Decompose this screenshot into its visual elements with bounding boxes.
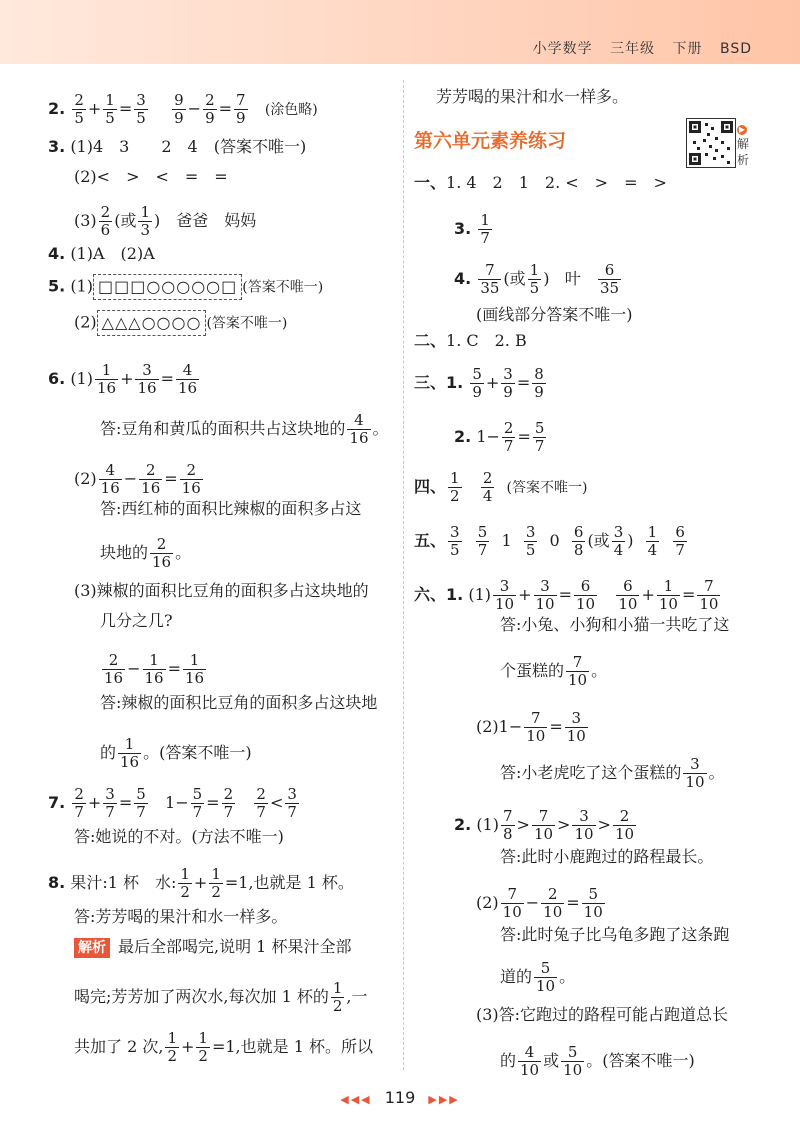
header-text: [521, 38, 752, 58]
left-q7-ans: 答:她说的不对。(方法不唯一): [74, 827, 284, 846]
fraction: $\frac{2}{7}$: [503, 419, 514, 455]
fraction: $\frac{1}{2}$: [332, 979, 343, 1015]
fraction: $\frac{1}{5}$: [529, 261, 540, 297]
fraction: $\frac{2}{10}$: [614, 807, 635, 843]
fraction: $\frac{5}{10}$: [536, 959, 556, 995]
fraction: $\frac{7}{10}$: [502, 885, 522, 921]
fraction: $\frac{1}{7}$: [480, 211, 490, 247]
fraction: $\frac{3}{7}$: [287, 785, 297, 821]
fraction: $\frac{3}{7}$: [105, 785, 115, 821]
play-icon: ▶: [738, 125, 746, 134]
fraction: $\frac{2}{5}$: [74, 91, 84, 127]
left-q8-ans: 答:芳芳喝的果汁和水一样多。: [74, 907, 288, 926]
right-s6-ans4-line2: 道的 $\frac{5}{10}$ 。: [500, 959, 576, 995]
fraction: $\frac{4}{16}$: [349, 411, 369, 447]
fraction: $\frac{8}{9}$: [534, 365, 544, 401]
left-q6-p1: 6. (1) $\frac{1}{16}$ + $\frac{3}{16}$ = $\frac{4}{16}$: [48, 361, 198, 397]
fraction: $\frac{2}{16}$: [181, 461, 201, 497]
fraction: $\frac{2}{10}$: [543, 885, 563, 921]
unit-title: 第六单元素养练习: [414, 130, 567, 152]
fraction: $\frac{5}{7}$: [136, 785, 146, 821]
fraction: $\frac{1}{16}$: [96, 361, 117, 397]
left-q6-ans1: 答:豆角和黄瓜的面积共占这块地的 $\frac{4}{16}$ 。: [100, 411, 389, 447]
shape-row-1: □□□○○○○○□: [93, 274, 242, 300]
fraction: $\frac{1}{16}$: [185, 651, 205, 687]
fraction: $\frac{2}{16}$: [141, 461, 161, 497]
fraction: $\frac{7}{10}$: [699, 577, 719, 613]
fraction: $\frac{1}{2}$: [167, 1029, 177, 1065]
right-s6-ans1-line2: 个蛋糕的 $\frac{7}{10}$ 。: [500, 653, 608, 689]
analysis-label: 解析: [74, 938, 110, 958]
left-q6-ans3-line2: 的 $\frac{1}{16}$ 。(答案不唯一): [100, 735, 252, 771]
fraction: $\frac{3}{4}$: [613, 523, 624, 559]
page-footer: [0, 1088, 800, 1107]
left-q5-line1: 5. (1) □□□○○○○○□ (答案不唯一): [48, 274, 323, 300]
fraction: $\frac{6}{10}$: [576, 577, 596, 613]
right-s2: 二、1. C 2. B: [414, 331, 527, 350]
fraction: $\frac{2}{6}$: [100, 203, 111, 239]
fraction: $\frac{7}{9}$: [236, 91, 246, 127]
left-q6-ans3-line1: 答:辣椒的面积比豆角的面积多占这块地: [100, 693, 378, 712]
fraction: $\frac{5}{7}$: [192, 785, 203, 821]
fraction: $\frac{3}{5}$: [525, 523, 536, 559]
fraction: $\frac{1}{16}$: [144, 651, 164, 687]
analysis-line3: 共加了 2 次, $\frac{1}{2}$ + $\frac{1}{2}$ =1,也就是 1 杯。所以: [74, 1029, 373, 1065]
fraction: $\frac{2}{4}$: [482, 469, 493, 505]
right-s6-p3-ans: 的 $\frac{4}{10}$ 或 $\frac{5}{10}$ 。(答案不唯一): [500, 1043, 695, 1079]
fraction: $\frac{1}{3}$: [140, 203, 151, 239]
fraction: $\frac{7}{10}$: [568, 653, 588, 689]
analysis-line1: 解析 最后全部喝完,说明 1 杯果汁全部: [74, 936, 351, 958]
fraction: $\frac{1}{2}$: [198, 1029, 208, 1065]
right-carryover: 芳芳喝的果汁和水一样多。: [436, 87, 629, 106]
right-s6-ans4-line1: 答:此时兔子比乌龟多跑了这条跑: [500, 925, 730, 944]
left-q3-line1: 3. (1)4 3 2 4 (答案不唯一): [48, 137, 307, 156]
fraction: $\frac{3}{5}$: [450, 523, 460, 559]
fraction: $\frac{4}{10}$: [520, 1043, 540, 1079]
left-q6-p3-line2: 几分之几?: [100, 611, 173, 630]
right-s6-ans1-line1: 答:小兔、小狗和小猫一共吃了这: [500, 615, 730, 634]
fraction: $\frac{1}{2}$: [180, 865, 190, 901]
right-s4: 四、 $\frac{1}{2}$ $\frac{2}{4}$ (答案不唯一): [414, 469, 588, 505]
fraction: $\frac{6}{8}$: [573, 523, 584, 559]
header-grade: 三年级: [610, 41, 656, 57]
right-s6-q1-p2: (2)1− $\frac{7}{10}$ = $\frac{3}{10}$: [476, 709, 586, 745]
right-s6-q1-p1: 六、1. (1) $\frac{3}{10}$ + $\frac{3}{10}$ = $\frac{6}{10}$ $\frac{6}{10}$ + $\frac{1}{10}$ = $\frac{7}{10}$: [414, 577, 719, 613]
left-q8: 8. 果汁:1 杯 水: $\frac{1}{2}$ + $\frac{1}{2}$ =1,也就是 1 杯。: [48, 865, 354, 901]
fraction: $\frac{3}{10}$: [685, 755, 705, 791]
header-subject: 小学数学: [532, 41, 593, 57]
right-s6-q2-p1: 2. (1) $\frac{7}{8}$ > $\frac{7}{10}$ > $\frac{3}{10}$ > $\frac{2}{10}$: [454, 807, 635, 843]
fraction: $\frac{5}{7}$: [477, 523, 488, 559]
fraction: $\frac{7}{10}$: [533, 807, 554, 843]
right-s6-ans3: 答:此时小鹿跑过的路程最长。: [500, 847, 714, 866]
fraction: $\frac{3}{10}$: [495, 577, 515, 613]
right-s6-ans2: 答:小老虎吃了这个蛋糕的 $\frac{3}{10}$ 。: [500, 755, 725, 791]
right-s1-note: (画线部分答案不唯一): [476, 305, 633, 324]
fraction: $\frac{3}{16}$: [137, 361, 157, 397]
column-divider: [403, 80, 404, 1070]
right-s6-q2-p2: (2) $\frac{7}{10}$ − $\frac{2}{10}$ = $\frac{5}{10}$: [476, 885, 603, 921]
fraction: $\frac{5}{7}$: [534, 419, 545, 455]
left-q3-line2: (2)< > < = =: [74, 167, 228, 186]
fraction: $\frac{2}{7}$: [223, 785, 234, 821]
qr-label: ▶ 解 析: [737, 125, 750, 167]
fraction: $\frac{1}{2}$: [211, 865, 221, 901]
fraction: $\frac{4}{16}$: [177, 361, 198, 397]
fraction: $\frac{3}{9}$: [503, 365, 513, 401]
analysis-line2: 喝完;芳芳加了两次水,每次加 1 杯的 $\frac{1}{2}$ ,一: [74, 979, 368, 1015]
left-q3-line3: (3) $\frac{2}{6}$ (或 $\frac{1}{3}$ ) 爸爸 妈妈: [74, 203, 257, 239]
qr-pattern: [687, 119, 735, 167]
fraction: $\frac{6}{10}$: [618, 577, 638, 613]
fraction: $\frac{2}{7}$: [74, 785, 84, 821]
fraction: $\frac{5}{10}$: [583, 885, 603, 921]
fraction: $\frac{2}{9}$: [205, 91, 215, 127]
fraction: $\frac{9}{9}$: [174, 91, 184, 127]
fraction: $\frac{1}{16}$: [120, 735, 140, 771]
fraction: $\frac{3}{10}$: [535, 577, 555, 613]
fraction: $\frac{3}{5}$: [136, 91, 146, 127]
fraction: $\frac{2}{16}$: [104, 651, 124, 687]
page-number: 119: [384, 1088, 416, 1107]
fraction: $\frac{1}{4}$: [647, 523, 658, 559]
fraction: $\frac{6}{7}$: [675, 523, 685, 559]
fraction: $\frac{6}{35}$: [600, 261, 620, 297]
fraction: $\frac{1}{10}$: [658, 577, 678, 613]
right-s1-line1: 一、1. 4 2 1 2. < > = >: [414, 173, 667, 192]
fraction: $\frac{7}{10}$: [526, 709, 546, 745]
right-s3-q2: 2. 1− $\frac{2}{7}$ = $\frac{5}{7}$: [454, 419, 545, 455]
fraction: $\frac{5}{10}$: [563, 1043, 583, 1079]
fraction: $\frac{1}{5}$: [105, 91, 115, 127]
shape-row-2: △△△○○○○: [97, 310, 207, 336]
fraction: $\frac{1}{2}$: [450, 469, 460, 505]
fraction: $\frac{2}{7}$: [256, 785, 266, 821]
left-q5-line2: (2) △△△○○○○ (答案不唯一): [74, 310, 287, 336]
right-s1-q4: 4. $\frac{7}{35}$ (或 $\frac{1}{5}$ ) 叶 $\frac{6}{35}$: [454, 261, 620, 297]
right-s6-q2-p3: (3)答:它跑过的路程可能占跑道总长: [476, 1005, 729, 1024]
left-q6-ans2-line1: 答:西红柿的面积比辣椒的面积多占这: [100, 499, 362, 518]
left-q4: 4. (1)A (2)A: [48, 244, 155, 263]
right-arrows-icon: ▶▶▶: [428, 1093, 460, 1106]
left-q6-p2: (2) $\frac{4}{16}$ − $\frac{2}{16}$ = $\frac{2}{16}$: [74, 461, 201, 497]
left-q6-ans2-line2: 块地的 $\frac{2}{16}$ 。: [100, 535, 192, 571]
fraction: $\frac{7}{35}$: [480, 261, 500, 297]
right-s5: 五、 $\frac{3}{5}$ $\frac{5}{7}$ 1 $\frac{3}{5}$ 0 $\frac{6}{8}$ (或 $\frac{3}{4}$ ) $\frac{1}{4}$ $\frac{6}{7}$: [414, 523, 685, 559]
qr-code[interactable]: [686, 118, 736, 168]
fraction: $\frac{3}{10}$: [574, 807, 594, 843]
left-q6-p3-calc: $\frac{2}{16}$ − $\frac{1}{16}$ = $\frac{1}{16}$: [104, 651, 205, 687]
fraction: $\frac{2}{16}$: [152, 535, 172, 571]
left-q6-p3-line1: (3)辣椒的面积比豆角的面积多占这块地的: [74, 581, 369, 600]
fraction: $\frac{7}{8}$: [502, 807, 513, 843]
left-arrows-icon: ◀◀◀: [340, 1093, 372, 1106]
header-volume: 下册: [672, 41, 703, 57]
fraction: $\frac{5}{9}$: [472, 365, 482, 401]
header-band: [0, 0, 800, 64]
fraction: $\frac{3}{10}$: [566, 709, 586, 745]
fraction: $\frac{4}{16}$: [100, 461, 120, 497]
right-s1-q3: 3. $\frac{1}{7}$: [454, 211, 490, 247]
left-q2: 2. $\frac{2}{5}$ + $\frac{1}{5}$ = $\frac{3}{5}$ $\frac{9}{9}$ − $\frac{2}{9}$ = $\frac{7}{9}$ (涂色略): [48, 91, 318, 127]
left-q7: 7. $\frac{2}{7}$ + $\frac{3}{7}$ = $\frac{5}{7}$ 1− $\frac{5}{7}$ = $\frac{2}{7}$ $\frac{2}{7}$ < $\frac{3}{7}$: [48, 785, 297, 821]
right-s3-q1: 三、1. $\frac{5}{9}$ + $\frac{3}{9}$ = $\frac{8}{9}$: [414, 365, 544, 401]
header-edition: BSD: [719, 41, 752, 57]
